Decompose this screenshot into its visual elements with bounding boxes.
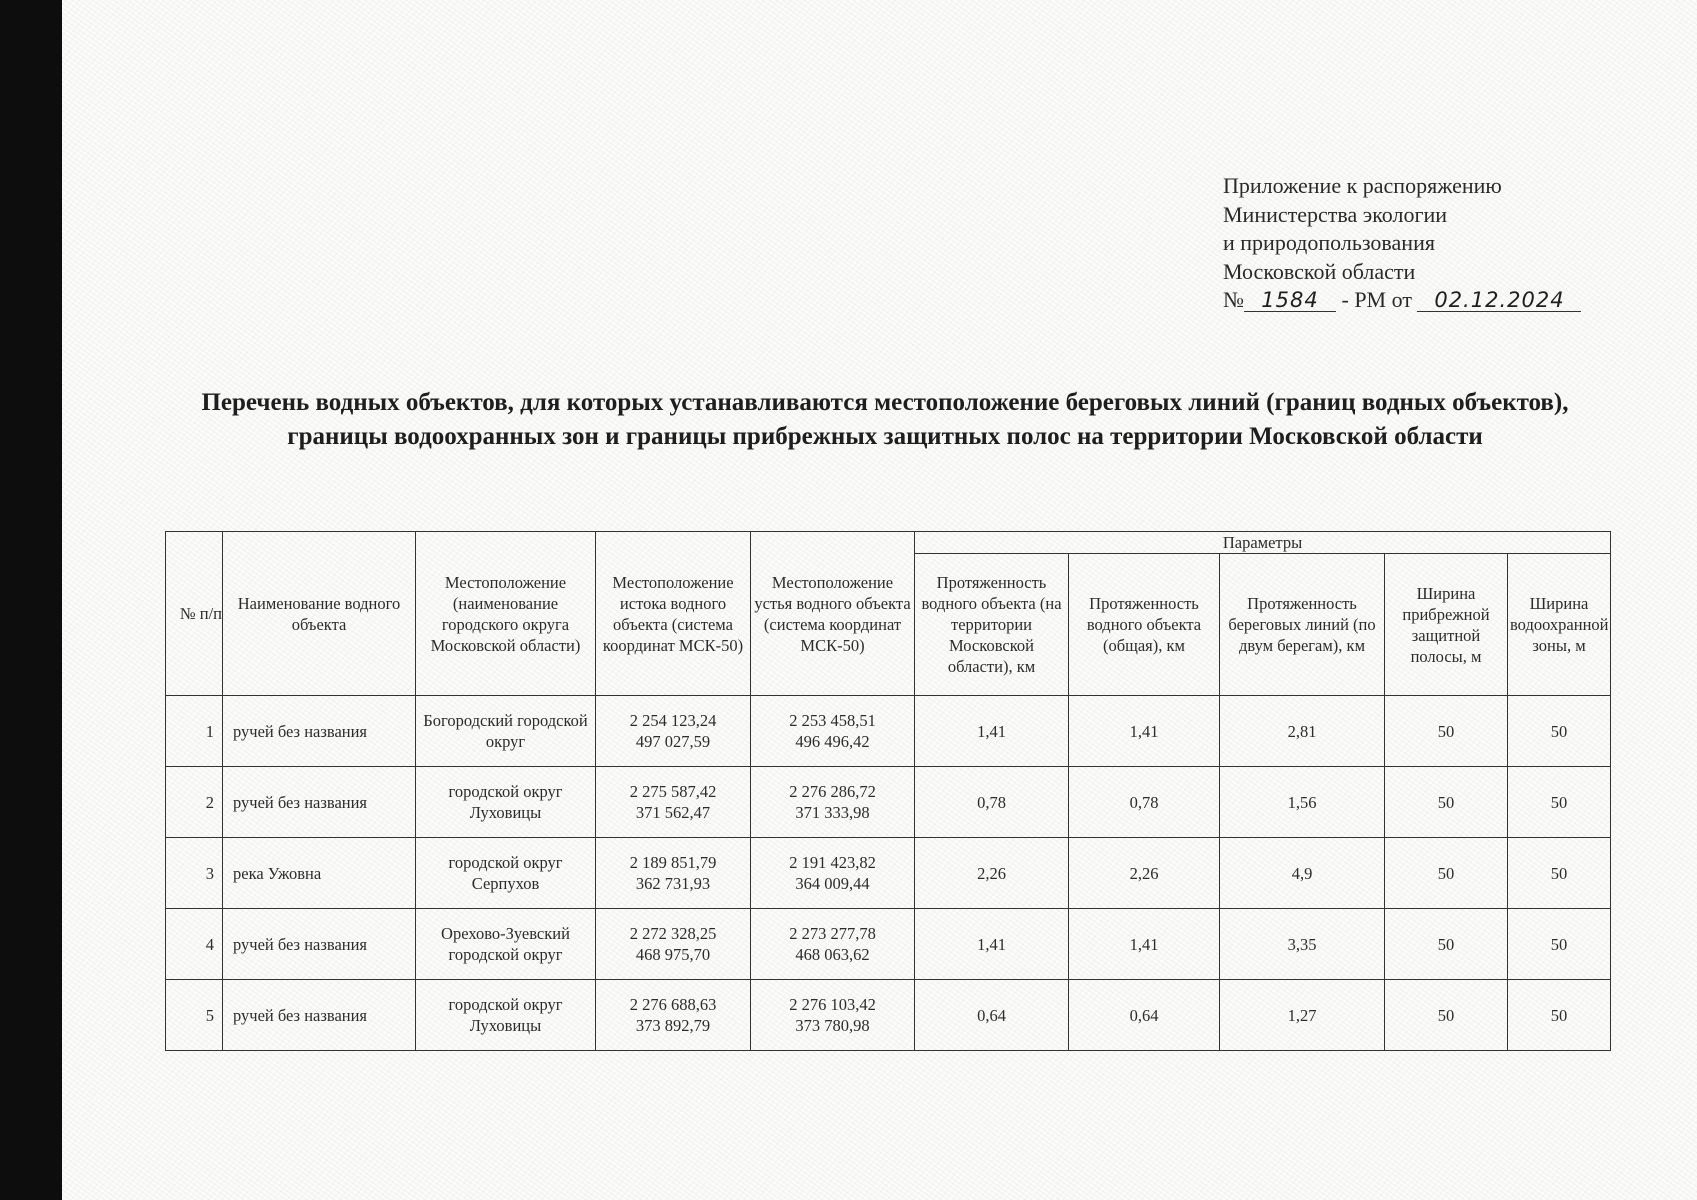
row-len-total: 1,41 <box>1069 909 1220 980</box>
row-len-region: 2,26 <box>915 838 1069 909</box>
header-num: № п/п <box>166 532 223 696</box>
header-name: Наименование водного объекта <box>223 532 416 696</box>
row-location: городской округ Серпухов <box>416 838 596 909</box>
row-len-total: 1,41 <box>1069 696 1220 767</box>
number-prefix: № <box>1223 287 1244 312</box>
header-source: Местоположение истока водного объекта (система координат МСК-50) <box>596 532 751 696</box>
approval-number-line <box>1223 286 1581 315</box>
mouth-x: 2 276 103,42 <box>789 995 876 1014</box>
row-source <box>596 696 751 767</box>
approval-line: Приложение к распоряжению <box>1223 173 1502 198</box>
mouth-y: 373 780,98 <box>795 1016 870 1035</box>
row-len-region: 0,78 <box>915 767 1069 838</box>
scan-edge <box>0 0 62 1200</box>
row-source <box>596 838 751 909</box>
row-name: ручей без названия <box>223 767 416 838</box>
handwritten-date: 02.12.2024 <box>1417 289 1581 312</box>
approval-line: Министерства экологии <box>1223 201 1448 227</box>
row-width-strip: 50 <box>1385 909 1508 980</box>
row-name: ручей без названия <box>223 980 416 1051</box>
source-y: 497 027,59 <box>635 732 711 751</box>
table-row <box>166 909 1611 980</box>
handwritten-number: 1584 <box>1244 289 1336 312</box>
header-len-total: Протяженность водного объекта (общая), км <box>1069 554 1220 696</box>
approval-line: Московской области <box>1223 258 1416 284</box>
approval-block <box>1223 172 1581 315</box>
row-width-strip: 50 <box>1385 696 1508 767</box>
row-source <box>596 909 751 980</box>
row-location: городской округ Луховицы <box>416 767 596 838</box>
mouth-y: 364 009,44 <box>795 874 870 893</box>
mouth-y: 496 496,42 <box>795 732 870 751</box>
row-width-strip: 50 <box>1385 767 1508 838</box>
document-title: Перечень водных объектов, для которых устанавливаются местоположение береговых линий (границ водных объектов), границы водоохранных зон и границы прибрежных защитных полос на территории Московской области <box>201 389 1569 450</box>
mouth-x: 2 253 458,51 <box>789 711 876 730</box>
row-len-region: 1,41 <box>915 909 1069 980</box>
row-len-shore: 1,56 <box>1220 767 1385 838</box>
number-suffix: - РМ от <box>1336 287 1418 312</box>
row-len-region: 1,41 <box>915 696 1069 767</box>
mouth-x: 2 276 286,72 <box>789 782 876 801</box>
mouth-x: 2 273 277,78 <box>789 924 876 943</box>
source-y: 371 562,47 <box>635 803 711 822</box>
row-width-zone: 50 <box>1508 909 1611 980</box>
row-location: городской округ Луховицы <box>416 980 596 1051</box>
row-name: река Ужовна <box>223 838 416 909</box>
row-width-strip: 50 <box>1385 980 1508 1051</box>
header-width-zone: Ширина водоохранной зоны, м <box>1508 554 1611 696</box>
source-x: 2 272 328,25 <box>629 924 717 943</box>
header-len-region: Протяженность водного объекта (на территории Московской области), км <box>915 554 1069 696</box>
row-location: Орехово-Зуевский городской округ <box>416 909 596 980</box>
source-y: 468 975,70 <box>635 945 711 964</box>
water-objects-table <box>165 531 1611 1051</box>
row-mouth <box>751 909 915 980</box>
row-num: 3 <box>166 838 223 909</box>
row-mouth <box>751 767 915 838</box>
mouth-x: 2 191 423,82 <box>789 853 876 872</box>
row-len-shore: 3,35 <box>1220 909 1385 980</box>
row-width-zone: 50 <box>1508 980 1611 1051</box>
row-len-region: 0,64 <box>915 980 1069 1051</box>
row-mouth <box>751 838 915 909</box>
source-x: 2 275 587,42 <box>629 782 717 801</box>
row-len-total: 0,64 <box>1069 980 1220 1051</box>
row-name: ручей без названия <box>223 909 416 980</box>
mouth-y: 371 333,98 <box>795 803 870 822</box>
row-num: 2 <box>166 767 223 838</box>
row-len-total: 2,26 <box>1069 838 1220 909</box>
row-len-shore: 2,81 <box>1220 696 1385 767</box>
mouth-y: 468 063,62 <box>795 945 870 964</box>
row-len-shore: 4,9 <box>1220 838 1385 909</box>
row-width-strip: 50 <box>1385 838 1508 909</box>
header-mouth: Местоположение устья водного объекта (система координат МСК-50) <box>751 532 915 696</box>
row-num: 5 <box>166 980 223 1051</box>
row-num: 4 <box>166 909 223 980</box>
table-row <box>166 767 1611 838</box>
row-len-total: 0,78 <box>1069 767 1220 838</box>
source-y: 362 731,93 <box>635 874 711 893</box>
header-location: Местоположение (наименование городского округа Московской области) <box>416 532 596 696</box>
row-source <box>596 980 751 1051</box>
row-source <box>596 767 751 838</box>
source-x: 2 276 688,63 <box>629 995 717 1014</box>
header-width-strip: Ширина прибрежной защитной полосы, м <box>1385 554 1508 696</box>
source-x: 2 189 851,79 <box>629 853 717 872</box>
row-len-shore: 1,27 <box>1220 980 1385 1051</box>
table-row <box>166 980 1611 1051</box>
header-len-shore: Протяженность береговых линий (по двум берегам), км <box>1220 554 1385 696</box>
header-params: Параметры <box>915 532 1611 554</box>
approval-line: и природопользования <box>1223 230 1435 255</box>
table-row <box>166 838 1611 909</box>
table-row <box>166 696 1611 767</box>
row-width-zone: 50 <box>1508 838 1611 909</box>
row-num: 1 <box>166 696 223 767</box>
row-width-zone: 50 <box>1508 767 1611 838</box>
row-width-zone: 50 <box>1508 696 1611 767</box>
row-location: Богородский городской округ <box>416 696 596 767</box>
row-mouth <box>751 696 915 767</box>
source-y: 373 892,79 <box>635 1016 711 1035</box>
row-name: ручей без названия <box>223 696 416 767</box>
source-x: 2 254 123,24 <box>629 711 717 730</box>
row-mouth <box>751 980 915 1051</box>
